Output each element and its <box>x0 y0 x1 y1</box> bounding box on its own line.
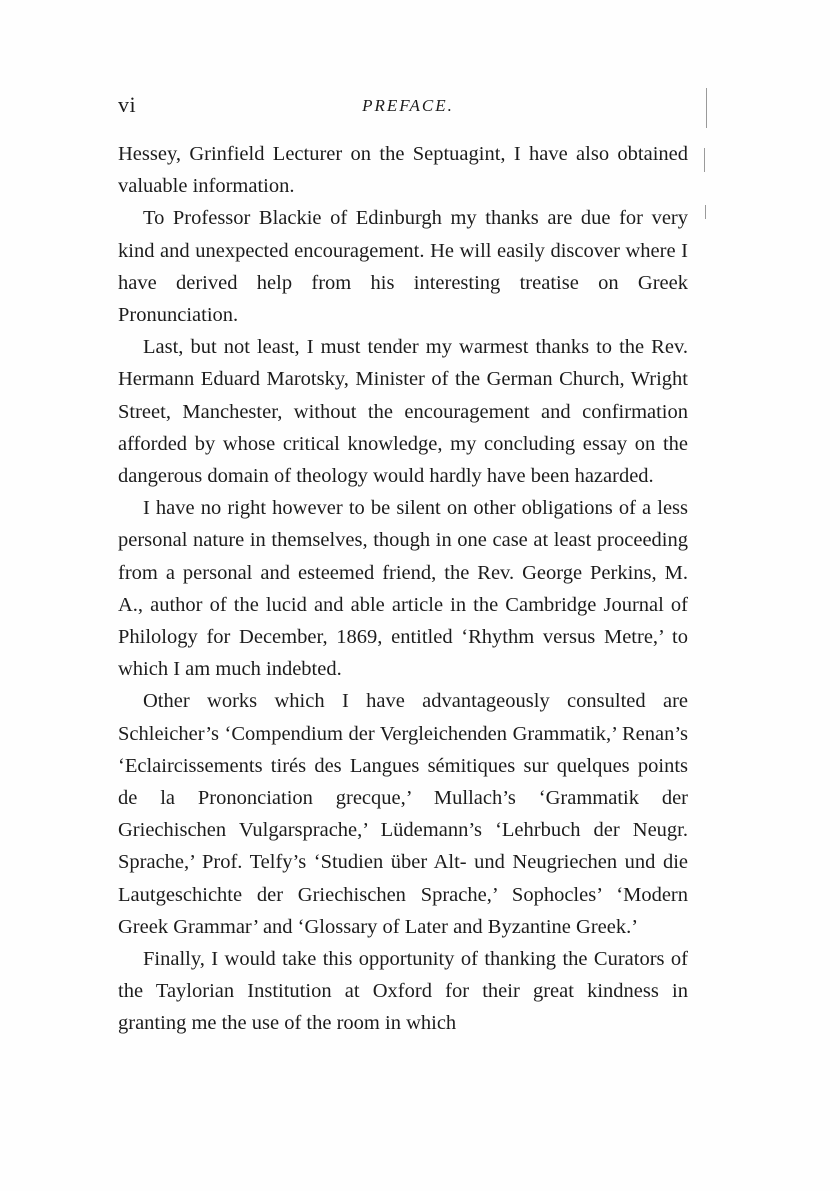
scan-edge-mark <box>706 88 707 128</box>
paragraph-works-consulted: Other works which I have advantageously consulted are Schleicher’s ‘Compendium der Vergleichenden Grammatik,’ Renan’s ‘Eclaircissements tirés des Langues sémitiques sur quelques points de la Prononciation grecque,’ Mullach’s ‘Grammatik der Griechischen Vulgarsprache,’ Lüdemann’s ‘Lehrbuch der Neugr. Sprache,’ Prof. Telfy’s ‘Studien über Alt- und Neugriechen und die Lautgeschichte der Griechischen Sprache,’ Sophocles’ ‘Modern Greek Grammar’ and ‘Glossary of Later and Byzantine Greek.’ <box>118 690 688 938</box>
scan-edge-mark <box>705 205 706 219</box>
paragraph-continuation: Hessey, Grinfield Lecturer on the Septuagint, I have also obtained valuable information. <box>118 143 688 198</box>
scan-edge-mark <box>704 148 705 172</box>
body-text <box>118 138 688 1040</box>
running-head: PREFACE. <box>362 96 454 115</box>
paragraph-marotsky-thanks: Last, but not least, I must tender my warmest thanks to the Rev. Hermann Eduard Marotsky, Minister of the German Church, Wright Street, Manchester, without the encouragement and confirmation afforded by whose critical knowledge, my concluding essay on the dangerous domain of theology would hardly have been hazarded. <box>118 336 688 488</box>
paragraph-taylorian-thanks: Finally, I would take this opportunity of thanking the Curators of the Taylorian Institution at Oxford for their great kindness in granting me the use of the room in which <box>118 948 688 1035</box>
page-header <box>118 92 686 122</box>
paragraph-other-obligations: I have no right however to be silent on other obligations of a less personal nature in themselves, though in one case at least proceeding from a personal and esteemed friend, the Rev. George Perkins, M. A., author of the lucid and able article in the Cambridge Journal of Philology for December, 1869, entitled ‘Rhythm versus Metre,’ to which I am much indebted. <box>118 497 688 681</box>
paragraph-blackie-thanks: To Professor Blackie of Edinburgh my thanks are due for very kind and unexpected encouragement. He will easily discover where I have derived help from his interesting treatise on Greek Pronunciation. <box>118 207 688 327</box>
page-number: vi <box>118 92 137 117</box>
